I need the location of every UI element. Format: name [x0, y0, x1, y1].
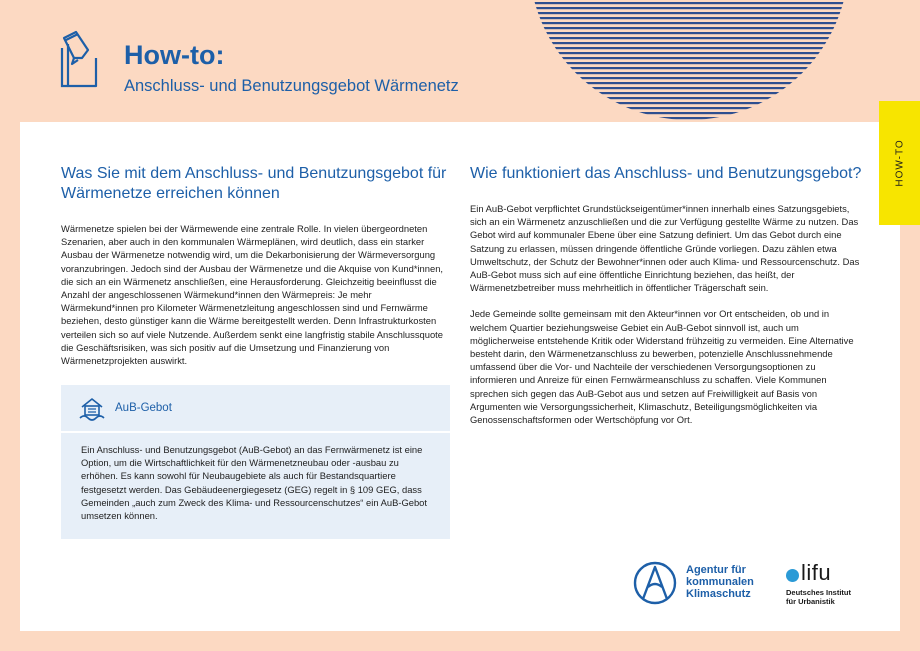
- stripe-line: [528, 117, 850, 119]
- aub-box-title: AuB-Gebot: [115, 402, 172, 414]
- page-title: How-to:: [124, 40, 225, 70]
- stripe-line: [528, 57, 850, 59]
- stripe-line: [528, 87, 850, 89]
- stripe-line: [528, 67, 850, 69]
- right-column: [470, 164, 865, 426]
- stripe-line: [528, 82, 850, 84]
- difu-line-2: für Urbanistik: [786, 597, 835, 606]
- stripe-line: [528, 107, 850, 109]
- stripe-line: [528, 92, 850, 94]
- page-subtitle: Anschluss- und Benutzungsgebot Wärmenetz: [124, 77, 459, 95]
- stripe-line: [528, 97, 850, 99]
- left-heading: Was Sie mit dem Anschluss- und Benutzungsgebot für Wärmenetze erreichen können: [61, 165, 447, 202]
- stripe-line: [528, 37, 850, 39]
- stripe-line: [528, 112, 850, 114]
- how-to-tab-label: HOW-TO: [894, 139, 905, 187]
- stripe-line: [528, 102, 850, 104]
- right-paragraph-1: Ein AuB-Gebot verpflichtet Grundstückseigentümer*innen innerhalb eines Satzungsgebiets, sich an ein Wärmenetz anzuschließen und die zur Verfügung gestellte Wärme zu nutzen. Das Gebot wird auf kommunaler Ebene über eine Satzung definiert. Um das Gebot durch eine Satzung zu erlassen, müssen dringende öffentliche Gründe vorliegen. Dazu zählen etwa Umweltschutz, der Schutz der Bewohner*innen oder auch Klima- und Ressourcenschutz. Das AuB-Gebot muss sich auf eine öffentliche Einrichtung beziehen, das heißt, der Wärmenetzbetreiber muss mehrheitlich in öffentlicher Trägerschaft sein.: [470, 203, 860, 294]
- stripe-line: [528, 22, 850, 24]
- stripe-line: [528, 47, 850, 49]
- how-to-tab: [879, 101, 920, 225]
- left-paragraph: Wärmenetze spielen bei der Wärmewende eine zentrale Rolle. In vielen übergeordneten Szenarien, aber auch in den kommunalen Wärmeplänen, wird deutlich, dass ein starker Ausbau der Wärmenetze notwendig wird, um die Dekarbonisierung der Wärmeversorgung voranzubringen. Jedoch sind der Ausbau der Wärmenetze und die Akquise von Kund*innen, die sich an ein Wärmenetz anschließen, eine Herausforderung. Gleichzeitig beeinflusst die Anzahl der angeschlossenen Wärmekund*innen den Wärmepreis: Je mehr Wärmekund*innen pro Kilometer Wärmenetzleitung angeschlossen sind und Fernwärme beziehen, desto günstiger kann die Wärme bereitgestellt werden. Denn Infrastrukturkosten verteilen sich so auf viele Nutzende. Außerdem senkt eine langfristig stabile Anschlussquote die Geschäftsrisiken, was sich positiv auf die Umsetzung und Finanzierung von Wärmenetzprojekten auswirkt.: [61, 223, 444, 367]
- difu-logo: [786, 560, 851, 606]
- akk-line-2: kommunalen: [686, 576, 754, 588]
- stripe-line: [528, 77, 850, 79]
- stripe-line: [528, 27, 850, 29]
- right-paragraph-2: Jede Gemeinde sollte gemeinsam mit den Akteur*innen vor Ort entscheiden, ob und in welchem Quartier beziehungsweise Gebiet ein AuB-Gebot sinnvoll ist, auch um möglicherweise entstehende Kritik oder Widerstand frühzeitig zu vermeiden. Eine Alternative besteht darin, den Wärmenetzanschluss zu bewerben, potenzielle Anschlussnehmende umfassend über die Vor- und Nachteile der verschiedenen Versorgungsoptionen zu informieren und Anreize für einen Fernwärmeanschluss zu schaffen. Viele Kommunen sprechen sich gegen das AuB-Gebot aus und setzen auf Freiwilligkeit auf Basis von Argumenten wie Versorgungssicherheit, Klimaschutz, Beteiligungsmöglichkeiten via Genossenschaftsformen oder Wertschöpfung vor Ort.: [470, 308, 854, 426]
- difu-mark: [786, 560, 851, 584]
- aub-info-box: [61, 385, 450, 539]
- akk-line-1: Agentur für: [686, 564, 746, 576]
- akk-logo-text: [686, 564, 754, 600]
- aub-box-header: [61, 385, 450, 431]
- akk-logo-icon: [632, 557, 678, 607]
- stripe-line: [528, 62, 850, 64]
- stripe-line: [528, 7, 850, 9]
- striped-circle-decoration: [528, 0, 850, 120]
- stripe-line: [528, 52, 850, 54]
- stripe-line: [528, 72, 850, 74]
- notepad-pencil-icon: [58, 28, 106, 90]
- difu-line-1: Deutsches Institut: [786, 588, 852, 597]
- stripe-line: [528, 42, 850, 44]
- heat-house-icon: [79, 395, 105, 421]
- stripe-line: [528, 17, 850, 19]
- stripe-line: [528, 12, 850, 14]
- stripe-line: [528, 2, 850, 4]
- difu-dot-icon: [786, 569, 799, 582]
- akk-line-3: Klimaschutz: [686, 588, 751, 600]
- aub-box-text: Ein Anschluss- und Benutzungsgebot (AuB-Gebot) an das Fernwärmenetz ist eine Option, um die Wirtschaftlichkeit für den Wärmenetzneubau oder -ausbau zu erhöhen. Es kann sowohl für Neubaugebiete als auch für Bestandsquartiere festgesetzt werden. Das Gebäudeenergiegesetz (GEG) regelt in § 109 GEG, dass Gemeinden „auch zum Zweck des Klima- und Ressourcenschutzes“ ein AuB-Gebot umsetzen können.: [81, 444, 427, 522]
- difu-subtitle: [786, 588, 851, 606]
- akk-logo: [632, 557, 754, 607]
- right-heading: Wie funktioniert das Anschluss- und Benutzungsgebot?: [470, 165, 862, 182]
- left-column: [61, 164, 451, 367]
- difu-word: lifu: [801, 560, 832, 585]
- stripe-line: [528, 32, 850, 34]
